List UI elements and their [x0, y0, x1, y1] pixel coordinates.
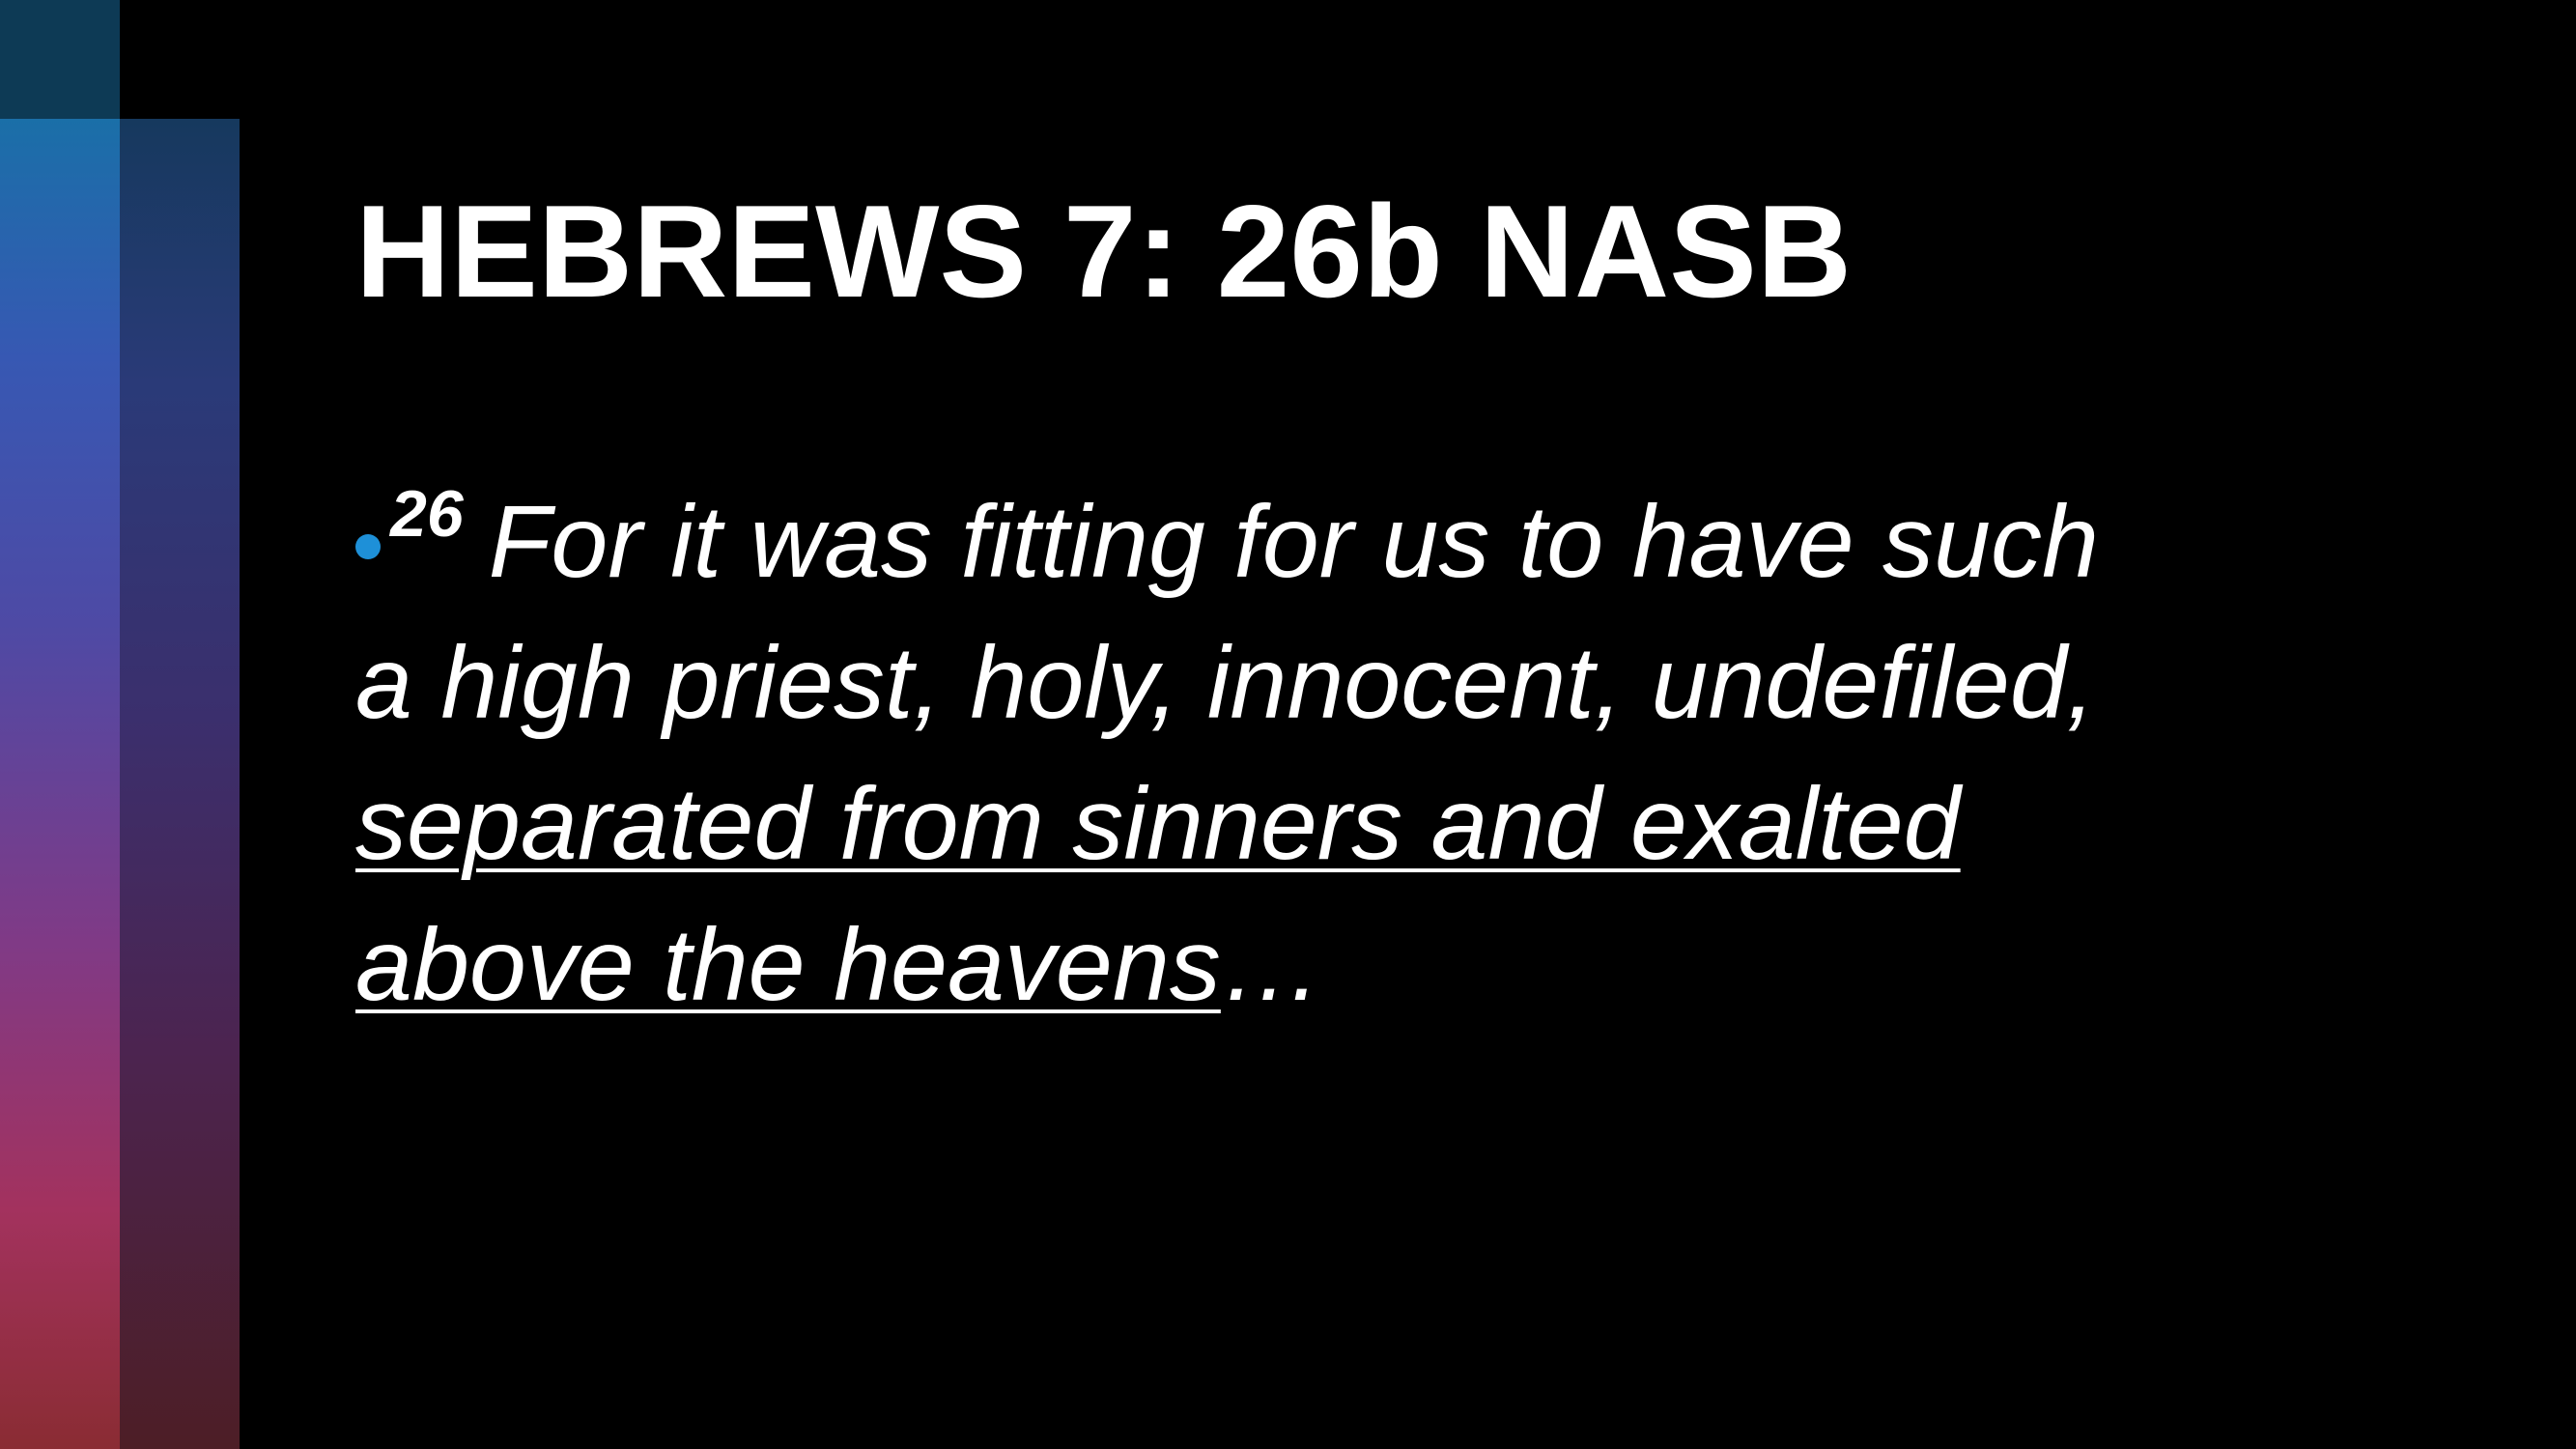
verse-text-line-4-underlined: above the heavens	[355, 908, 1221, 1022]
verse-text-line-2: a high priest, holy, innocent, undefiled,	[355, 626, 2096, 740]
accent-bar-gradient	[0, 119, 120, 1449]
accent-bar-dark-gradient	[120, 119, 240, 1449]
slide-title: HEBREWS 7: 26b NASB	[355, 178, 1853, 325]
verse-line-4	[355, 895, 2287, 1036]
verse-line-3	[355, 753, 2287, 895]
verse-line-1	[355, 471, 2287, 612]
verse-ellipsis: …	[1220, 908, 1323, 1022]
verse-number: 26	[390, 477, 464, 551]
verse-text-block	[355, 471, 2287, 1036]
accent-bar-top	[0, 0, 120, 119]
verse-text-line-3-underlined: separated from sinners and exalted	[355, 767, 1961, 881]
bullet-dot-icon	[355, 534, 381, 559]
verse-text-line-1: For it was fitting for us to have such	[488, 485, 2099, 599]
verse-line-2	[355, 612, 2287, 753]
